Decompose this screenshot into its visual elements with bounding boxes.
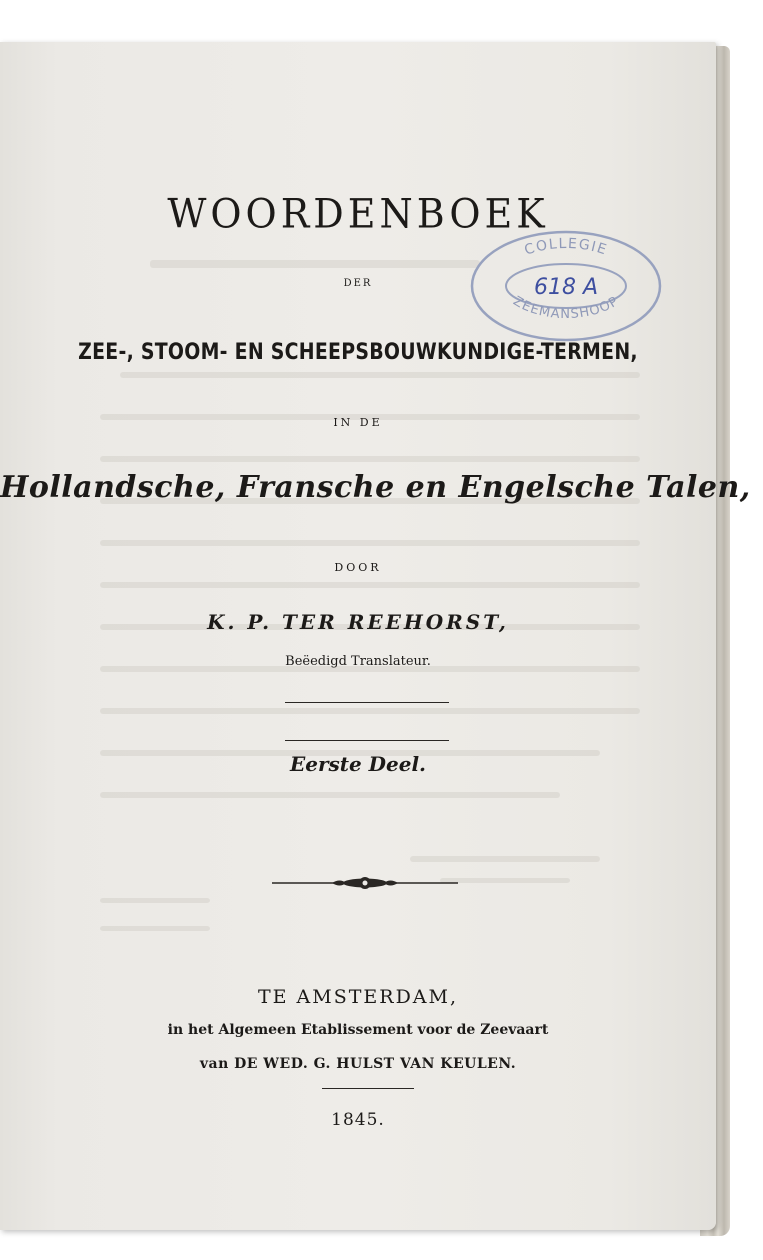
- volume-rule-top: [285, 702, 449, 703]
- door-connector: DOOR: [334, 561, 382, 574]
- volume-label: Eerste Deel.: [289, 752, 427, 776]
- svg-text:COLLEGIE: [522, 236, 609, 259]
- title-page: [0, 42, 751, 1230]
- der-connector: DER: [343, 278, 373, 289]
- subject-line: ZEE-, STOOM- EN SCHEEPSBOUWKUNDIGE-TERMEN,: [78, 340, 638, 365]
- stamp-shelfmark: 618 A: [533, 275, 599, 300]
- publisher-line-2: van DE WED. G. HULST VAN KEULEN.: [199, 1056, 517, 1072]
- ornament-divider-icon: [272, 876, 458, 890]
- in-de-connector: IN DE: [333, 416, 383, 429]
- library-stamp-icon: [468, 228, 664, 344]
- author-role: Beëedigd Translateur.: [285, 654, 431, 669]
- year-rule: [322, 1088, 414, 1089]
- publication-year: 1845.: [331, 1110, 385, 1130]
- publisher-line-1: in het Algemeen Etablissement voor de Zeevaart: [167, 1022, 549, 1038]
- languages-line: Hollandsche, Fransche en Engelsche Talen,: [0, 470, 751, 505]
- volume-rule-bottom: [285, 740, 449, 741]
- stamp-top-text: COLLEGIE: [522, 235, 610, 259]
- stamp-bottom-text: ZEEMANSHOOP: [510, 293, 622, 323]
- publication-place: TE AMSTERDAM,: [257, 986, 459, 1008]
- author-name: K. P. TER REEHORST,: [207, 610, 509, 634]
- book-title: WOORDENBOEK: [167, 190, 549, 238]
